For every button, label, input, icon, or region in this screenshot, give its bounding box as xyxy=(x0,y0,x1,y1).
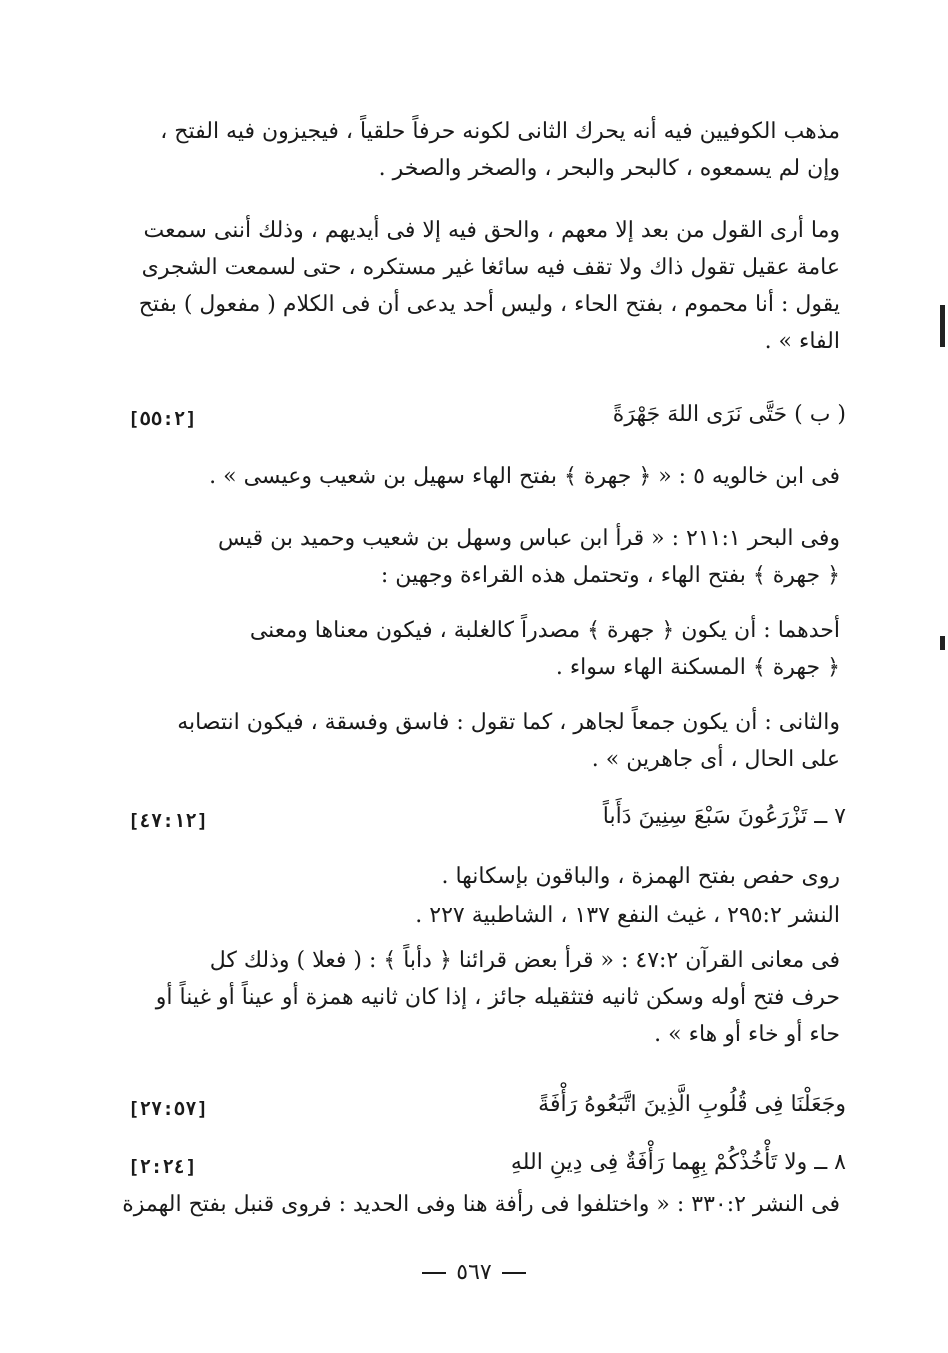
text-line: النشر ٢٩٥:٢ ، غيث النفع ١٣٧ ، الشاطبية ٢٢٧ . xyxy=(415,903,840,928)
text-line: وإن لم يسمعوه ، كالبحر والبحر ، والصخر والصخر . xyxy=(378,156,840,181)
text-line: ﴿ جهرة ﴾ بفتح الهاء ، وتحتمل هذه القراءة وجهين : xyxy=(380,563,840,588)
scan-margin-mark xyxy=(940,305,945,347)
text-line: الفاء » . xyxy=(764,329,840,354)
text-line: فى معانى القرآن ٤٧:٢ : « قرأ بعض قرائنا ﴿ دأباً ﴾ : ( فعلا ) وذلك كل xyxy=(209,948,840,973)
paragraph-quote-uqayl xyxy=(118,212,840,360)
verse-row xyxy=(118,1146,846,1180)
page-number-value: ٥٦٧ xyxy=(456,1260,492,1285)
verse-text: ٨ ــ ولا تَأْخُذْكُمْ بِهِما رَأْفَةٌ فِى دِينِ اللهِ xyxy=(510,1150,846,1175)
text-line: وما أرى القول من بعد إلا معهم ، والحق فيه إلا فى أيديهم ، وذلك أننى سمعت xyxy=(143,218,840,243)
paragraph-nashr xyxy=(118,1186,840,1223)
text-line: مذهب الكوفيين فيه أنه يحرك الثانى لكونه حرفاً حلقياً ، فيجيزون فيه الفتح ، xyxy=(160,119,840,144)
text-line: روى حفص بفتح الهمزة ، والباقون بإسكانها . xyxy=(441,864,840,889)
paragraph-second-aspect xyxy=(118,704,840,778)
verse-reference: [٥٥:٢] xyxy=(128,408,197,430)
text-line: ﴿ جهرة ﴾ المسكنة الهاء سواء . xyxy=(555,655,840,680)
verse-row xyxy=(118,398,846,432)
paragraph-hafs-reading xyxy=(118,858,840,895)
verse-reference: [٢٧:٥٧] xyxy=(128,1098,209,1120)
text-line: والثانى : أن يكون جمعاً لجاهر ، كما تقول : فاسق وفسقة ، فيكون انتصابه xyxy=(177,710,840,735)
paragraph-ibn-khalawayh xyxy=(118,458,840,495)
verse-text: وجَعَلْنَا فِى قُلُوبِ الَّذِينَ اتَّبَعُوهُ رَأْفَةً xyxy=(538,1092,846,1117)
text-line: يقول : أنا محموم ، بفتح الحاء ، وليس أحد يدعى أن فى الكلام ( مفعول ) بفتح xyxy=(138,292,840,317)
verse-text: ( ب ) حَتَّى نَرَى اللهَ جَهْرَةً xyxy=(612,402,846,427)
text-line: حرف فتح أوله وسكن ثانيه فتثقيله جائز ، إذا كان ثانيه همزة أو عيناً أو غيناً أو xyxy=(155,985,840,1010)
paragraph-first-aspect xyxy=(118,612,840,686)
text-line: عامة عقيل تقول ذاك ولا تقف فيه سائغا غير مستكره ، حتى لسمعت الشجرى xyxy=(141,255,840,280)
verse-reference: [٤٧:١٢] xyxy=(128,810,209,832)
paragraph-maani-alquran xyxy=(118,942,840,1053)
page-number-dash xyxy=(502,1272,526,1274)
text-line: وفى البحر ٢١١:١ : « قرأ ابن عباس وسهل بن شعيب وحميد بن قيس xyxy=(217,526,840,551)
verse-reference: [٢:٢٤] xyxy=(128,1156,197,1178)
text-line: حاء أو خاء أو هاء » . xyxy=(654,1022,840,1047)
verse-text: ٧ ــ تَزْرَعُونَ سَبْعَ سِنِينَ دَأَباً xyxy=(602,804,846,829)
page-number xyxy=(0,1260,948,1285)
text-line: فى النشر ٣٣٠:٢ : « واختلفوا فى رأفة هنا وفى الحديد : فروى قنبل بفتح الهمزة xyxy=(122,1192,840,1217)
paragraph-sources xyxy=(118,897,840,934)
text-line: على الحال ، أى جاهرين » . xyxy=(591,747,840,772)
scan-margin-mark xyxy=(940,636,945,650)
text-line: أحدهما : أن يكون ﴿ جهرة ﴾ مصدراً كالغلبة ، فيكون معناها ومعنى xyxy=(249,618,840,643)
paragraph-al-bahr xyxy=(118,520,840,594)
paragraph-kufi-opinion xyxy=(118,113,840,187)
verse-row xyxy=(118,1088,846,1122)
text-line: فى ابن خالويه ٥ : « ﴿ جهرة ﴾ بفتح الهاء سهيل بن شعيب وعيسى » . xyxy=(209,464,840,489)
verse-row xyxy=(118,800,846,834)
page-number-dash xyxy=(422,1272,446,1274)
